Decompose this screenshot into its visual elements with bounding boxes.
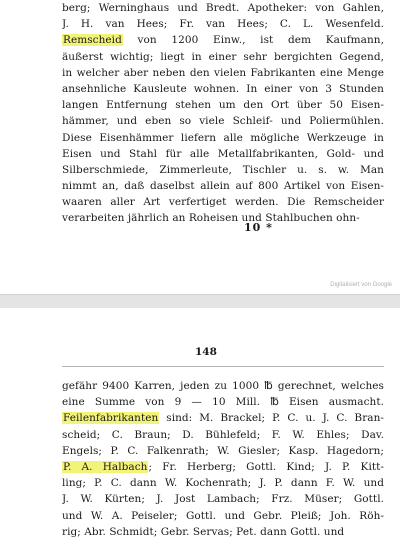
highlighted-term: Remscheid <box>63 34 122 47</box>
line-text: und W. A. Peiseler; Gottl. und Gebr. Pleiß; Joh. Röh- <box>62 509 384 522</box>
highlighted-term: P. A. Halbach <box>63 460 148 473</box>
text-line <box>62 443 384 459</box>
line-text: berg; Werninghaus und Bredt. Apotheker: von Gahlen, <box>62 2 384 14</box>
text-line <box>62 97 384 113</box>
header-rule <box>62 366 384 367</box>
text-line <box>62 65 384 81</box>
text-line <box>62 427 384 443</box>
line-text: Silberschmiede, Zimmerleute, Tischler u. s. w. Man <box>62 163 384 176</box>
text-line <box>62 475 384 491</box>
text-line <box>62 146 384 162</box>
line-text: Engels; P. C. Falkenrath; W. Giesler; Kasp. Hagedorn; <box>62 444 384 457</box>
line-text: gefähr 9400 Karren, jeden zu 1000 ℔ gerechnet, welches <box>62 380 384 392</box>
text-line <box>62 113 384 129</box>
text-line <box>62 49 384 65</box>
text-line <box>62 378 384 394</box>
text-line <box>62 162 384 178</box>
line-text: scheid; C. Braun; D. Bühlefeld; F. W. Ehles; Dav. <box>62 428 384 441</box>
text-line <box>62 410 384 426</box>
line-text: äußerst wichtig; liegt in einer sehr bergichten Gegend, <box>62 50 384 63</box>
text-line <box>62 32 384 48</box>
bottom-book-page <box>0 308 400 541</box>
text-line <box>62 194 384 210</box>
text-line <box>62 491 384 507</box>
highlighted-term: Feilenfabrikanten <box>63 412 159 425</box>
line-text: von 1200 Einw., ist dem Kaufmann, <box>122 34 384 47</box>
line-text: hämmer, und eben so viele Schleif- und Poliermühlen. <box>62 115 384 128</box>
text-line <box>62 210 384 226</box>
text-line <box>62 459 384 475</box>
line-text: J. W. Kürten; J. Jost Lambach; Frz. Müser; Gottl. <box>62 493 384 506</box>
line-text: sind: M. Brackel; P. C. u. J. C. Bran- <box>159 412 384 425</box>
line-text: J. H. van Hees; Fr. van Hees; C. L. Wesenfeld. <box>62 18 384 31</box>
text-line <box>62 394 384 410</box>
line-text: nimmt an, daß daselbst allein auf 800 Artikel von Eisen- <box>62 180 384 193</box>
line-text: Eisen und Stahl für alle Metallfabrikanten, Gold- und <box>62 147 384 160</box>
page-number: 148 <box>195 346 217 358</box>
line-text: langen Entfernung stehen um den Ort über 50 Eisen- <box>62 99 384 112</box>
line-text: Diese Eisenhämmer liefern alle mögliche Werkzeuge in <box>62 131 384 144</box>
text-line <box>62 130 384 146</box>
bottom-page-text <box>62 378 384 540</box>
line-text: in welcher aber neben den vielen Fabrikanten eine Menge <box>62 66 384 79</box>
line-text: ; Fr. Herberg; Gottl. Kind; J. P. Kitt- <box>148 460 384 473</box>
digitization-watermark: Digitalisiert von Google <box>330 282 392 288</box>
line-text: waaren aller Art verfertiget werden. Die Remscheider <box>62 196 384 209</box>
text-line <box>62 508 384 524</box>
line-text: eine Summe von 9 — 10 Mill. ℔ Eisen ausmacht. <box>62 396 384 409</box>
signature-mark: 10 * <box>244 221 273 234</box>
text-line <box>62 0 384 16</box>
line-text: ling; P. C. dann W. Kochenrath; J. P. dann F. W. und <box>62 477 384 490</box>
text-line <box>62 178 384 194</box>
line-text: verarbeiten jährlich an Roheisen und Stahlbuchen ohn- <box>62 212 360 225</box>
text-line <box>62 81 384 97</box>
text-line <box>62 16 384 32</box>
line-text: ansehnliche Kausleute wohnen. In einer von 3 Stunden <box>62 82 384 95</box>
line-text: rig; Abr. Schmidt; Gebr. Servas; Pet. dann Gottl. und <box>62 525 345 538</box>
top-page-text <box>62 0 384 227</box>
text-line <box>62 524 384 540</box>
